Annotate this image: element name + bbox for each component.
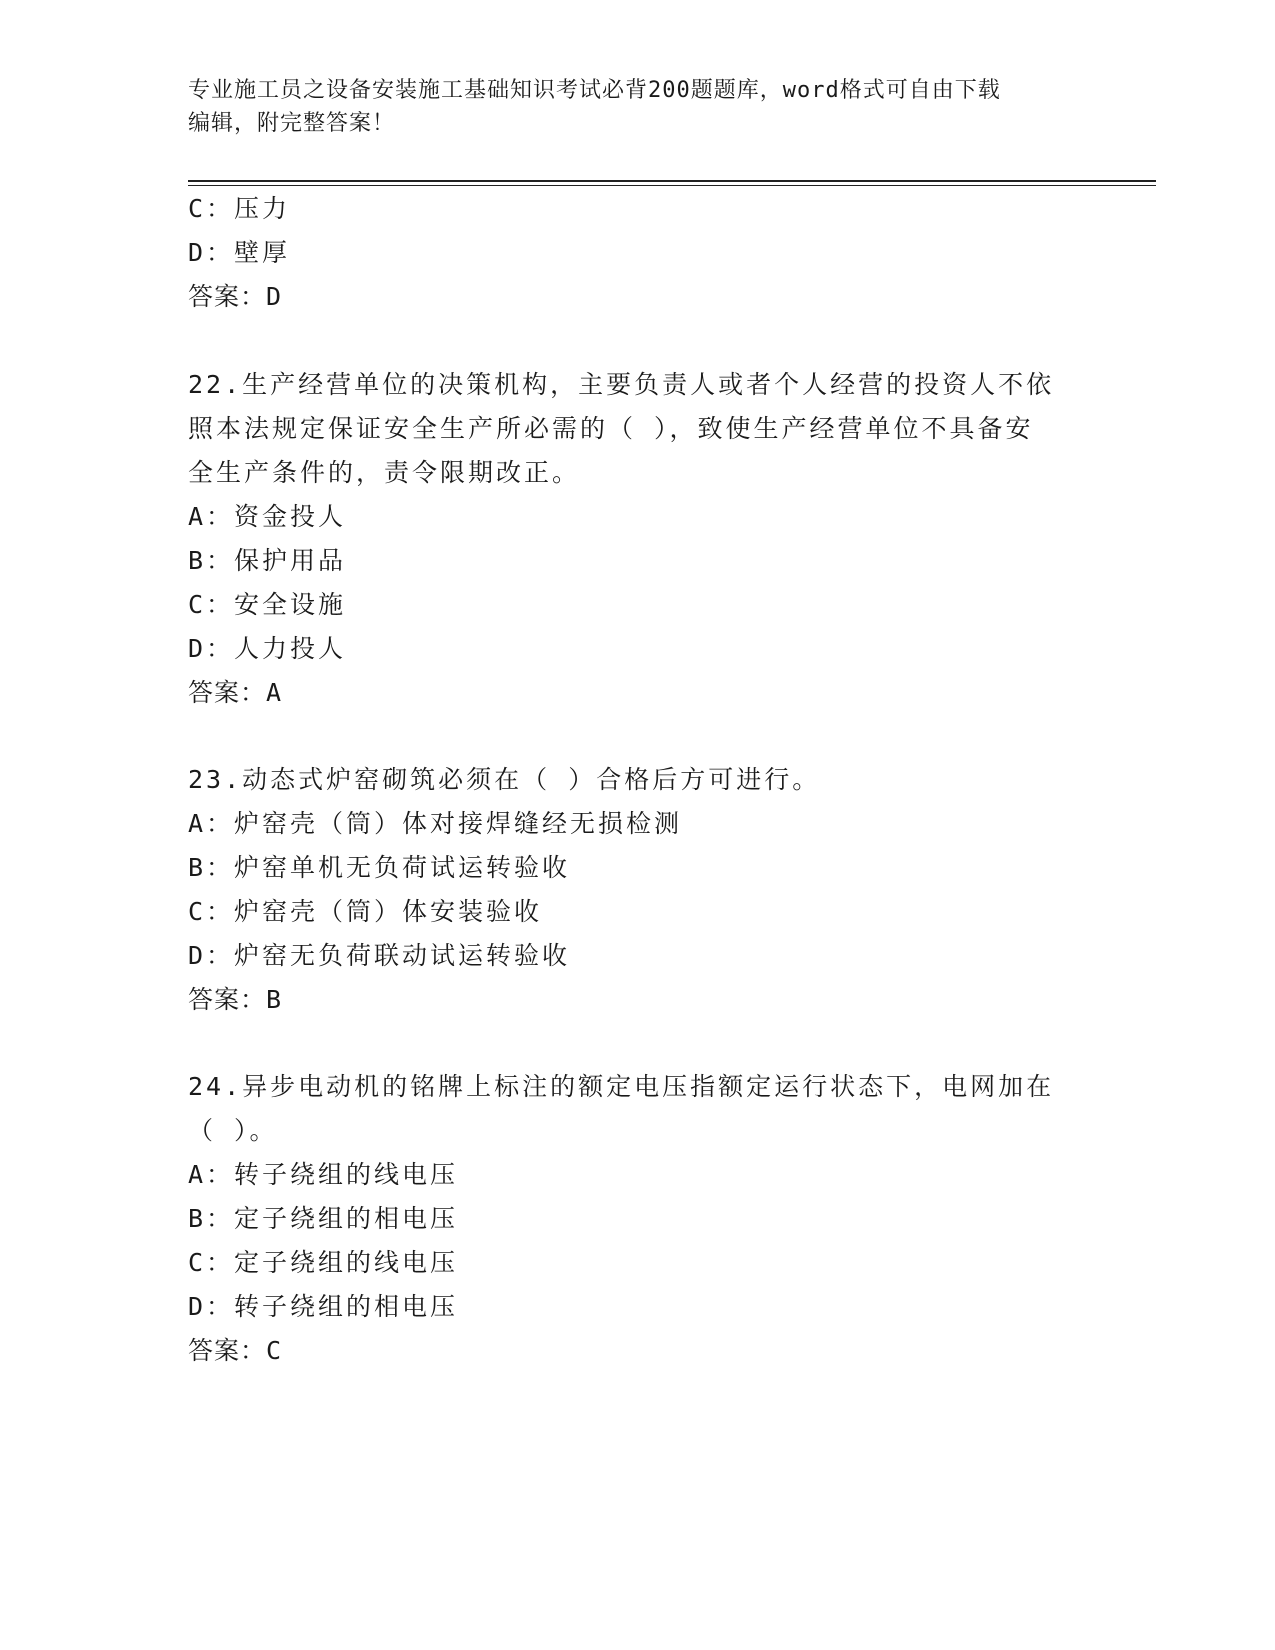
header-divider-thick	[188, 180, 1156, 182]
q22-option-b: B：保护用品	[188, 546, 347, 575]
q21-answer: 答案：D	[188, 282, 283, 311]
header-title-line-2: 编辑，附完整答案！	[188, 111, 396, 136]
header-divider-thin	[188, 185, 1156, 186]
q23-option-c: C：炉窑壳（筒）体安装验收	[188, 897, 543, 926]
q23-answer: 答案：B	[188, 985, 283, 1014]
q23-option-b: B：炉窑单机无负荷试运转验收	[188, 853, 571, 882]
q22-stem-line-3: 全生产条件的，责令限期改正。	[188, 458, 581, 487]
q21-option-c: C：压力	[188, 194, 291, 223]
q22-stem-line-2: 照本法规定保证安全生产所必需的（ ），致使生产经营单位不具备安	[188, 414, 1034, 443]
q22-answer: 答案：A	[188, 678, 283, 707]
q23-option-d: D：炉窑无负荷联动试运转验收	[188, 941, 571, 970]
q23-stem-line-1: 23.动态式炉窑砌筑必须在（ ）合格后方可进行。	[188, 765, 821, 794]
q24-option-d: D：转子绕组的相电压	[188, 1292, 459, 1321]
q22-stem-line-1: 22.生产经营单位的决策机构，主要负责人或者个人经营的投资人不依	[188, 370, 1055, 399]
q24-option-a: A：转子绕组的线电压	[188, 1160, 459, 1189]
q24-option-c: C：定子绕组的线电压	[188, 1248, 459, 1277]
q21-option-d: D：壁厚	[188, 238, 291, 267]
q24-answer: 答案：C	[188, 1336, 283, 1365]
q24-option-b: B：定子绕组的相电压	[188, 1204, 459, 1233]
q24-stem-line-1: 24.异步电动机的铭牌上标注的额定电压指额定运行状态下，电网加在	[188, 1072, 1055, 1101]
q24-stem-line-2: （ ）。	[188, 1116, 278, 1145]
q23-option-a: A：炉窑壳（筒）体对接焊缝经无损检测	[188, 809, 683, 838]
q22-option-c: C：安全设施	[188, 590, 347, 619]
q22-option-d: D：人力投人	[188, 634, 347, 663]
document-header	[188, 74, 1068, 140]
q22-option-a: A：资金投人	[188, 502, 347, 531]
header-title-line-1: 专业施工员之设备安装施工基础知识考试必背200题题库，word格式可自由下载	[188, 78, 1001, 103]
